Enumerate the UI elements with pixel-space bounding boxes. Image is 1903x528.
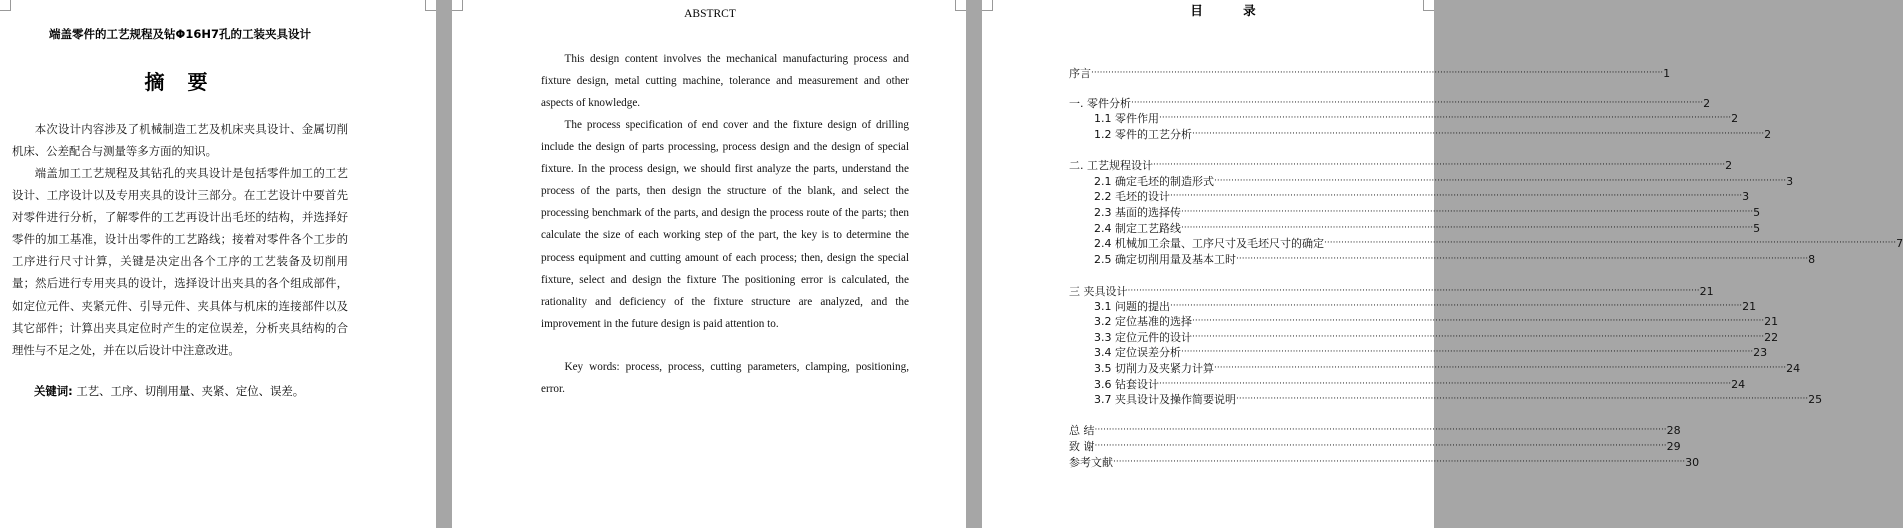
toc-entry-label: 3.2 定位基准的选择 (1094, 315, 1192, 328)
toc-entry-page: 30 (1685, 456, 1700, 469)
toc-leader-dots: ········································································································································································································ (1181, 347, 1754, 357)
toc-entry-label: 序言 (1069, 67, 1091, 80)
toc-entry-page: 21 (1764, 315, 1779, 328)
toc-entry-page: 2 (1703, 97, 1711, 110)
toc-leader-dots: ········································································································································································································ (1159, 113, 1732, 123)
toc-entry-page: 22 (1764, 331, 1779, 344)
toc-entry-page: 5 (1753, 222, 1761, 235)
toc-leader-dots: ········································································································································································································ (1131, 98, 1704, 108)
toc-entry-page: 29 (1666, 440, 1681, 453)
toc-entry-label: 参考文献 (1069, 456, 1113, 469)
english-abstract-paragraph: The process specification of end cover and the fixture design of drilling include the design of parts processing, process design and the design of special fixture. In the process design, we should first analyze the parts, understand the process of the parts, then design the structure of the blank, and select the processing benchmark of the parts, and design the process route of the parts; then calculate the size of each working step of the part, the key is to determine the process equipment and cutting amount of each process; then, design the special fixture, select and design the fixture The positioning error is calculated, the rationality and deficiency of the fixture structure are analyzed, and the improvement in the future design is paid attention to. (541, 119, 909, 330)
toc-leader-dots: ········································································································································································································ (1181, 223, 1754, 233)
toc-leader-dots: ········································································································································································································ (1192, 129, 1765, 139)
toc-entry-page: 21 (1699, 285, 1714, 298)
toc-leader-dots: ········································································································································································································ (1236, 254, 1809, 264)
toc-entry[interactable] (1094, 189, 1750, 204)
toc-entry-label: 3.7 夹具设计及操作简要说明 (1094, 393, 1236, 406)
toc-entry-page: 25 (1808, 393, 1823, 406)
toc-entry[interactable] (1069, 158, 1733, 173)
toc-entry-label: 致 谢 (1069, 440, 1095, 453)
document-page-2 (452, 0, 966, 528)
toc-leader-dots: ········································································································································································································ (1170, 301, 1743, 311)
toc-entry-page: 24 (1786, 362, 1801, 375)
toc-entry[interactable] (1094, 236, 1903, 251)
toc-entry-page: 3 (1742, 190, 1750, 203)
toc-leader-dots: ········································································································································································································ (1094, 425, 1667, 435)
toc-leader-dots: ········································································································································································································ (1159, 379, 1732, 389)
toc-leader-dots: ········································································································································································································ (1181, 207, 1754, 217)
toc-entry-page: 2 (1731, 112, 1739, 125)
toc-entry-page: 8 (1808, 253, 1816, 266)
toc-entry-label: 2.1 确定毛坯的制造形式 (1094, 175, 1214, 188)
document-page-1 (0, 0, 436, 528)
toc-leader-dots: ········································································································································································································ (1091, 68, 1664, 78)
toc-entry-label: 2.5 确定切削用量及基本工时 (1094, 253, 1236, 266)
english-abstract-heading: ABSTRCT (684, 8, 736, 20)
english-keywords-paragraph: Key words: process, process, cutting parameters, clamping, positioning, error. (541, 361, 909, 396)
toc-leader-dots: ········································································································································································································ (1324, 238, 1897, 248)
toc-entry[interactable] (1094, 330, 1779, 345)
keywords-label: 关键词: (34, 384, 73, 398)
toc-entry[interactable] (1094, 221, 1761, 236)
abstract-heading: 摘 要 (144, 70, 216, 94)
toc-leader-dots: ········································································································································································································ (1214, 363, 1787, 373)
toc-entry-label: 一. 零件分析 (1069, 97, 1131, 110)
toc-entry[interactable] (1094, 111, 1739, 126)
toc-entry-label: 二. 工艺规程设计 (1069, 159, 1153, 172)
toc-entry-label: 3.5 切削力及夹紧力计算 (1094, 362, 1214, 375)
toc-entry-label: 总 结 (1069, 424, 1095, 437)
toc-entry[interactable] (1094, 345, 1768, 360)
page-corner-mark (425, 0, 436, 11)
toc-leader-dots: ········································································································································································································ (1236, 394, 1809, 404)
toc-entry[interactable] (1094, 377, 1746, 392)
toc-entry[interactable] (1069, 284, 1714, 299)
toc-entry-label: 3.6 钻套设计 (1094, 378, 1159, 391)
english-abstract-paragraph: This design content involves the mechanical manufacturing process and fixture design, metal cutting machine, tolerance and measurement and other aspects of knowledge. (541, 53, 909, 110)
toc-entry[interactable] (1094, 314, 1779, 329)
toc-entry[interactable] (1069, 66, 1671, 81)
toc-entry-page: 2 (1725, 159, 1733, 172)
toc-entry[interactable] (1094, 392, 1823, 407)
toc-entry-label: 1.1 零件作用 (1094, 112, 1159, 125)
page-corner-mark (0, 0, 11, 11)
toc-entry[interactable] (1069, 455, 1700, 470)
toc-leader-dots: ········································································································································································································ (1214, 176, 1787, 186)
thesis-title: 端盖零件的工艺规程及钻Φ16H7孔的工装夹具设计 (49, 27, 311, 41)
toc-entry[interactable] (1094, 127, 1772, 142)
toc-entry-page: 1 (1663, 67, 1671, 80)
toc-leader-dots: ········································································································································································································ (1113, 457, 1686, 467)
keywords-line (34, 380, 304, 402)
toc-entry-label: 3.4 定位误差分析 (1094, 346, 1181, 359)
toc-entry[interactable] (1069, 96, 1711, 111)
toc-entry[interactable] (1069, 423, 1681, 438)
toc-entry-label: 1.2 零件的工艺分析 (1094, 128, 1192, 141)
toc-entry-label: 2.4 机械加工余量、工序尺寸及毛坯尺寸的确定 (1094, 237, 1324, 250)
toc-entry[interactable] (1094, 205, 1761, 220)
toc-leader-dots: ········································································································································································································ (1153, 160, 1726, 170)
document-page-3 (982, 0, 1903, 528)
toc-entry-page: 7 (1896, 237, 1903, 250)
keywords-text: 工艺、工序、切削用量、夹紧、定位、误差。 (76, 384, 305, 398)
toc-entry-label: 3.1 问题的提出 (1094, 300, 1170, 313)
toc-entry[interactable] (1094, 174, 1794, 189)
toc-entry[interactable] (1094, 361, 1801, 376)
toc-leader-dots: ········································································································································································································ (1094, 441, 1667, 451)
toc-entry-page: 2 (1764, 128, 1772, 141)
toc-entry-page: 3 (1786, 175, 1794, 188)
toc-entry-page: 23 (1753, 346, 1768, 359)
abstract-paragraph: 端盖加工工艺规程及其钻孔的夹具设计是包括零件加工的工艺设计、工序设计以及专用夹具的设计三部分。在工艺设计中要首先对零件进行分析，了解零件的工艺再设计出毛坯的结构，并选择好零件的加工基准，设计出零件的工艺路线；接着对零件各个工步的工序进行尺寸计算，关键是决定出各个工序的工艺装备及切削用量；然后进行专用夹具的设计，选择设计出夹具的各个组成部件，如定位元件、夹紧元件、引导元件、夹具体与机床的连接部件以及其它部件；计算出夹具定位时产生的定位误差，分析夹具结构的合理性与不足之处，并在以后设计中注意改进。 (12, 166, 348, 357)
toc-leader-dots: ········································································································································································································ (1192, 316, 1765, 326)
toc-entry-label: 2.4 制定工艺路线 (1094, 222, 1181, 235)
abstract-paragraph: 本次设计内容涉及了机械制造工艺及机床夹具设计、金属切削机床、公差配合与测量等多方面的知识。 (12, 122, 348, 159)
toc-entry[interactable] (1094, 252, 1816, 267)
toc-entry-label: 2.2 毛坯的设计 (1094, 190, 1170, 203)
toc-entry[interactable] (1094, 299, 1757, 314)
toc-entry-page: 5 (1753, 206, 1761, 219)
toc-leader-dots: ········································································································································································································ (1127, 286, 1700, 296)
toc-entry[interactable] (1069, 439, 1681, 454)
toc-entry-label: 三 夹具设计 (1069, 285, 1128, 298)
toc-entry-label: 3.3 定位元件的设计 (1094, 331, 1192, 344)
toc-entry-label: 2.3 基面的选择传 (1094, 206, 1181, 219)
toc-entry-page: 21 (1742, 300, 1757, 313)
toc-entry-page: 28 (1666, 424, 1681, 437)
toc-entry-page: 24 (1731, 378, 1746, 391)
toc-leader-dots: ········································································································································································································ (1170, 191, 1743, 201)
toc-leader-dots: ········································································································································································································ (1192, 332, 1765, 342)
toc-heading: 目 录 (1190, 3, 1274, 18)
